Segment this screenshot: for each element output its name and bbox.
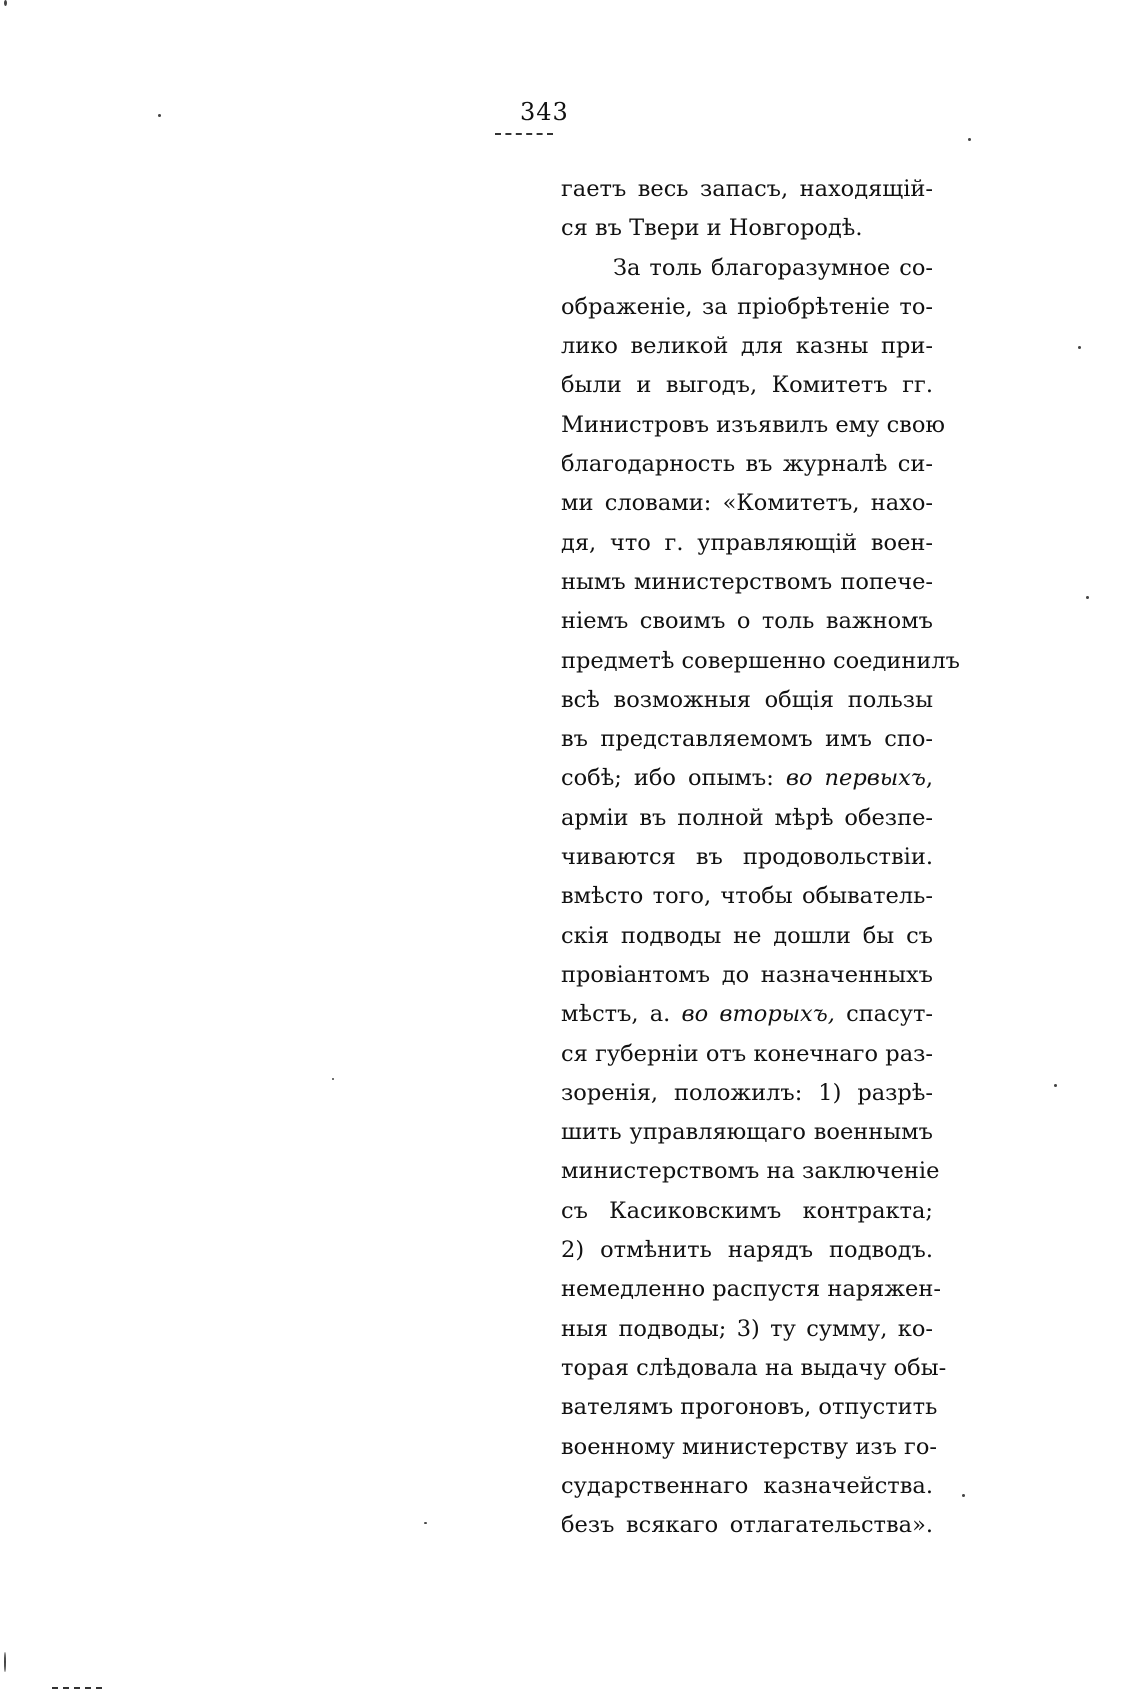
text-line: въ представляемомъ имъ спо- [561,726,933,753]
text-line: За толь благоразумное со- [613,254,933,281]
text-segment: , [925,765,933,792]
text-line: торая слѣдовала на выдачу обы- [561,1354,947,1381]
text-line: нымъ министерствомъ попече- [561,568,933,595]
text-line: гаетъ весь запасъ, находящій- [561,176,933,202]
text-line: чиваются въ продовольствіи. [561,844,933,871]
scan-speck [962,1494,965,1497]
text-line: 2) отмѣнить нарядъ подводъ. [561,1237,933,1264]
text-line: всѣ возможныя общія пользы [561,686,933,713]
scan-speck [424,1522,427,1524]
scan-speck [1078,346,1081,349]
text-line: арміи въ полной мѣрѣ обезпе- [561,804,933,831]
text-line: вмѣсто того, чтобы обыватель- [561,883,933,910]
text-segment: мѣстъ, а. [561,1001,682,1028]
scan-speck [1054,1084,1057,1087]
text-line: ми словами: «Комитетъ, нахо- [561,490,933,517]
italic-phrase: во первыхъ [785,765,926,792]
text-line: шить управляющаго военнымъ [561,1119,933,1146]
text-line: ображеніе, за пріобрѣтеніе то- [561,293,933,320]
scan-speck [1086,596,1089,599]
text-segment: собѣ; ибо опымъ: [561,765,786,792]
text-line: военному министерству изъ го- [561,1433,937,1460]
scan-speck [158,114,161,117]
text-line: безъ всякаго отлагательства». [561,1512,933,1539]
text-line: лико великой для казны при- [561,333,933,360]
text-line: Министровъ изъявилъ ему свою [561,411,945,438]
text-segment: спасут- [834,1001,933,1028]
text-line: были и выгодъ, Комитетъ гг. [561,372,933,399]
page-number-rule [495,133,553,135]
text-line: ся въ Твери и Новгородѣ. [561,215,863,242]
footer-rule [52,1687,102,1689]
page-number: 343 [520,98,569,126]
text-line: ніемъ своимъ о толь важномъ [561,608,933,635]
text-line: съ Касиковскимъ контракта; [561,1197,933,1224]
text-line: сударственнаго казначейства. [561,1472,933,1499]
text-line: немедленно распустя наряжен- [561,1276,941,1303]
text-line [561,995,933,1034]
text-line: предметѣ совершенно соединилъ [561,647,960,674]
scan-speck [332,1078,334,1080]
text-line: благодарность въ журналѣ си- [561,451,933,478]
text-line: министерствомъ на заключеніе [561,1158,940,1185]
text-line: ныя подводы; 3) ту сумму, ко- [561,1315,933,1342]
text-line: зоренія, положилъ: 1) разрѣ- [561,1079,933,1106]
scan-speck [4,1652,6,1672]
text-column [561,170,960,1545]
text-line: ся губерніи отъ конечнаго раз- [561,1040,933,1067]
text-line: вателямъ прогоновъ, отпустить [561,1394,938,1421]
scan-speck [968,138,971,141]
scan-speck [4,0,7,6]
italic-phrase: во вторыхъ, [681,1001,835,1028]
text-line: дя, что г. управляющій воен- [561,529,933,556]
text-line [561,759,933,798]
text-line: скія подводы не дошли бы съ [561,922,933,949]
text-line: провіантомъ до назначенныхъ [561,961,933,988]
